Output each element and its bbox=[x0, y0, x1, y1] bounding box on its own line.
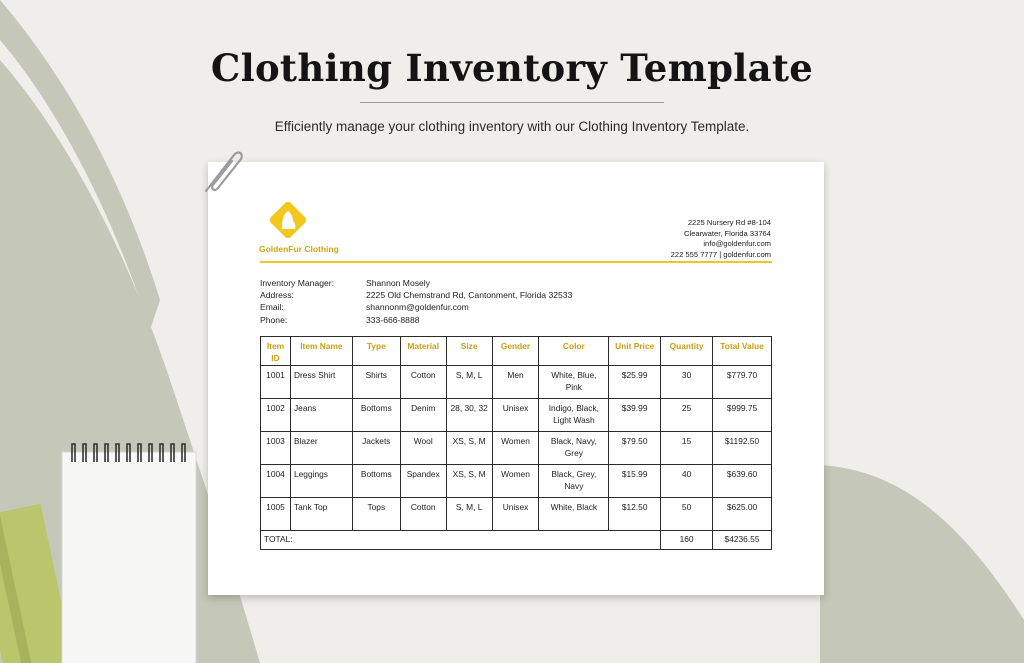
address-line: 2225 Nursery Rd #8-104 bbox=[687, 218, 771, 227]
cell-color: Black, Grey, Navy bbox=[539, 465, 609, 498]
info-row bbox=[260, 289, 572, 301]
title-divider bbox=[360, 102, 664, 103]
cell-unit-price: $12.50 bbox=[609, 498, 661, 531]
header-color: Color bbox=[539, 337, 609, 366]
cell-material: Cotton bbox=[400, 498, 446, 531]
cell-quantity: 50 bbox=[661, 498, 713, 531]
cell-item-id: 1004 bbox=[261, 465, 291, 498]
manager-name: Shannon Mosely bbox=[366, 278, 431, 288]
cell-total-value: $1192.50 bbox=[713, 432, 772, 465]
header-divider bbox=[260, 261, 772, 263]
total-value: $4236.55 bbox=[713, 531, 772, 550]
cell-item-name: Tank Top bbox=[290, 498, 352, 531]
header-item-name: Item Name bbox=[290, 337, 352, 366]
page-title: Clothing Inventory Template bbox=[210, 46, 814, 90]
cell-total-value: $779.70 bbox=[713, 366, 772, 399]
company-name: GoldenFur Clothing bbox=[259, 244, 339, 254]
total-label: TOTAL: bbox=[261, 531, 661, 550]
info-row bbox=[260, 277, 572, 289]
cell-item-id: 1005 bbox=[261, 498, 291, 531]
manager-phone: 333-666-8888 bbox=[366, 314, 420, 325]
cell-item-name: Dress Shirt bbox=[290, 366, 352, 399]
header-gender: Gender bbox=[492, 337, 539, 366]
notepad-icon bbox=[0, 430, 210, 663]
page-subtitle: Efficiently manage your clothing inventory with our Clothing Inventory Template. bbox=[274, 119, 750, 134]
cell-size: S, M, L bbox=[446, 498, 492, 531]
cell-color: Black, Navy, Grey bbox=[539, 432, 609, 465]
paperclip-icon bbox=[196, 143, 248, 199]
table-row bbox=[261, 399, 772, 432]
table-row bbox=[261, 465, 772, 498]
cell-item-name: Jeans bbox=[290, 399, 352, 432]
cell-color: White, Blue, Pink bbox=[539, 366, 609, 399]
inventory-table bbox=[260, 336, 772, 550]
cell-quantity: 40 bbox=[661, 465, 713, 498]
table-row bbox=[261, 432, 772, 465]
total-quantity: 160 bbox=[661, 531, 713, 550]
cell-color: Indigo, Black, Light Wash bbox=[539, 399, 609, 432]
cell-item-name: Leggings bbox=[290, 465, 352, 498]
cell-gender: Men bbox=[492, 366, 539, 399]
company-address bbox=[671, 218, 771, 260]
table-row bbox=[261, 366, 772, 399]
cell-item-id: 1003 bbox=[261, 432, 291, 465]
cell-unit-price: $79.50 bbox=[609, 432, 661, 465]
cell-quantity: 15 bbox=[661, 432, 713, 465]
manager-email: shannonm@goldenfur.com bbox=[366, 302, 469, 313]
cell-quantity: 30 bbox=[661, 366, 713, 399]
manager-address: 2225 Old Chemstrand Rd, Cantonment, Florida 32533 bbox=[366, 290, 573, 301]
cell-total-value: $999.75 bbox=[713, 399, 772, 432]
header-item-id: Item ID bbox=[261, 337, 291, 366]
cell-gender: Unisex bbox=[492, 498, 539, 531]
cell-material: Wool bbox=[400, 432, 446, 465]
info-label: Address: bbox=[260, 290, 294, 301]
info-label: Phone: bbox=[260, 314, 288, 325]
header-quantity: Quantity bbox=[661, 337, 713, 366]
cell-gender: Women bbox=[492, 432, 539, 465]
cell-type: Shirts bbox=[352, 366, 400, 399]
cell-material: Spandex bbox=[400, 465, 446, 498]
header-unit-price: Unit Price bbox=[609, 337, 661, 366]
cell-type: Bottoms bbox=[352, 465, 400, 498]
cell-item-id: 1001 bbox=[261, 366, 291, 399]
cell-material: Denim bbox=[400, 399, 446, 432]
cell-item-id: 1002 bbox=[261, 399, 291, 432]
goldenfur-logo-icon bbox=[268, 199, 308, 241]
cell-item-name: Blazer bbox=[290, 432, 352, 465]
table-header-row bbox=[261, 337, 772, 366]
address-phone-web: 222 555 7777 | goldenfur.com bbox=[670, 249, 771, 259]
cell-gender: Women bbox=[492, 465, 539, 498]
header-material: Material bbox=[400, 337, 446, 366]
cell-unit-price: $15.99 bbox=[609, 465, 661, 498]
address-email: info@goldenfur.com bbox=[703, 239, 771, 248]
manager-info bbox=[260, 277, 572, 326]
cell-total-value: $639.60 bbox=[713, 465, 772, 498]
header-type: Type bbox=[352, 337, 400, 366]
cell-material: Cotton bbox=[400, 366, 446, 399]
cell-type: Jackets bbox=[352, 432, 400, 465]
cell-quantity: 25 bbox=[661, 399, 713, 432]
cell-gender: Unisex bbox=[492, 399, 539, 432]
info-row bbox=[260, 301, 572, 313]
cell-type: Bottoms bbox=[352, 399, 400, 432]
cell-unit-price: $25.99 bbox=[609, 366, 661, 399]
cell-size: 28, 30, 32 bbox=[446, 399, 492, 432]
cell-type: Tops bbox=[352, 498, 400, 531]
cell-size: XS, S, M bbox=[446, 465, 492, 498]
header-total-value: Total Value bbox=[713, 337, 772, 366]
address-line: Clearwater, Florida 33764 bbox=[684, 228, 771, 238]
info-row bbox=[260, 314, 572, 326]
info-label: Email: bbox=[260, 302, 284, 313]
table-row bbox=[261, 498, 772, 531]
cell-size: S, M, L bbox=[446, 366, 492, 399]
cell-size: XS, S, M bbox=[446, 432, 492, 465]
total-row bbox=[261, 531, 772, 550]
info-label: Inventory Manager: bbox=[260, 278, 335, 288]
cell-total-value: $625.00 bbox=[713, 498, 772, 531]
cell-color: White, Black bbox=[539, 498, 609, 531]
header-size: Size bbox=[446, 337, 492, 366]
table-body bbox=[261, 366, 772, 550]
cell-unit-price: $39.99 bbox=[609, 399, 661, 432]
